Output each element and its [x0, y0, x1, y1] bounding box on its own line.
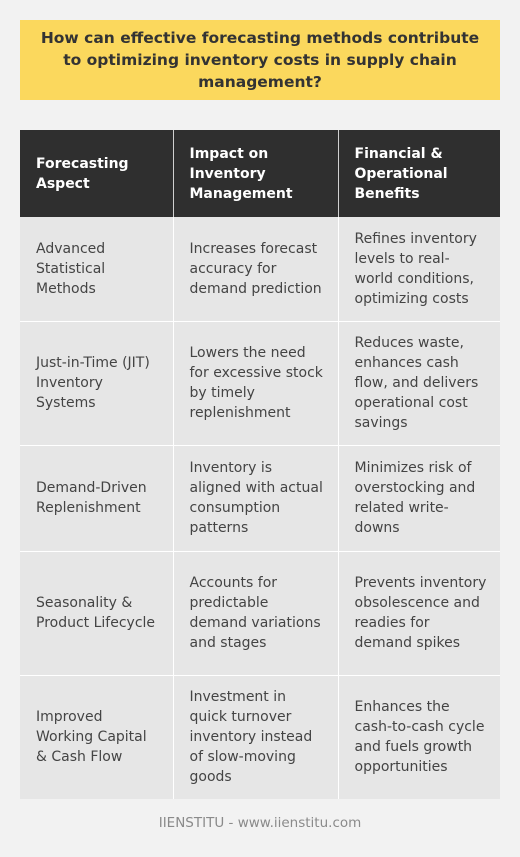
table-row — [20, 551, 500, 675]
forecasting-table-container — [20, 130, 500, 799]
cell-benefits: Reduces waste, enhances cash flow, and delivers operational cost savings — [338, 321, 500, 445]
table-row — [20, 217, 500, 321]
cell-impact: Investment in quick turnover inventory instead of slow-moving goods — [173, 675, 338, 799]
cell-benefits: Prevents inventory obsolescence and readies for demand spikes — [338, 551, 500, 675]
cell-impact: Inventory is aligned with actual consumption patterns — [173, 445, 338, 551]
cell-aspect: Seasonality & Product Lifecycle — [20, 551, 173, 675]
cell-aspect: Demand-Driven Replenishment — [20, 445, 173, 551]
cell-benefits: Enhances the cash-to-cash cycle and fuels growth opportunities — [354, 699, 485, 776]
cell-aspect: Just-in-Time (JIT) Inventory Systems — [20, 321, 173, 445]
table-row — [20, 321, 500, 445]
header-impact-on-inventory: Impact on Inventory Management — [173, 130, 338, 217]
forecasting-table — [20, 130, 500, 799]
table-header-row — [20, 130, 500, 217]
cell-aspect: Advanced Statistical Methods — [20, 217, 173, 321]
question-banner — [20, 20, 500, 100]
header-financial-benefits: Financial & Operational Benefits — [338, 130, 500, 217]
cell-aspect: Improved Working Capital & Cash Flow — [20, 675, 173, 799]
cell-impact: Accounts for predictable demand variations and stages — [173, 551, 338, 675]
header-forecasting-aspect: Forecasting Aspect — [20, 130, 173, 217]
cell-benefits: Minimizes risk of overstocking and related write-downs — [338, 445, 500, 551]
cell-impact: Increases forecast accuracy for demand prediction — [173, 217, 338, 321]
cell-impact: Lowers the need for excessive stock by timely replenishment — [173, 321, 338, 445]
table-row — [20, 445, 500, 551]
question-title: How can effective forecasting methods contribute to optimizing inventory costs in supply chain management? — [40, 29, 480, 91]
cell-benefits: Refines inventory levels to real-world conditions, optimizing costs — [338, 217, 500, 321]
footer-credit: IIENSTITU - www.iienstitu.com — [158, 815, 362, 831]
table-row — [20, 675, 500, 799]
